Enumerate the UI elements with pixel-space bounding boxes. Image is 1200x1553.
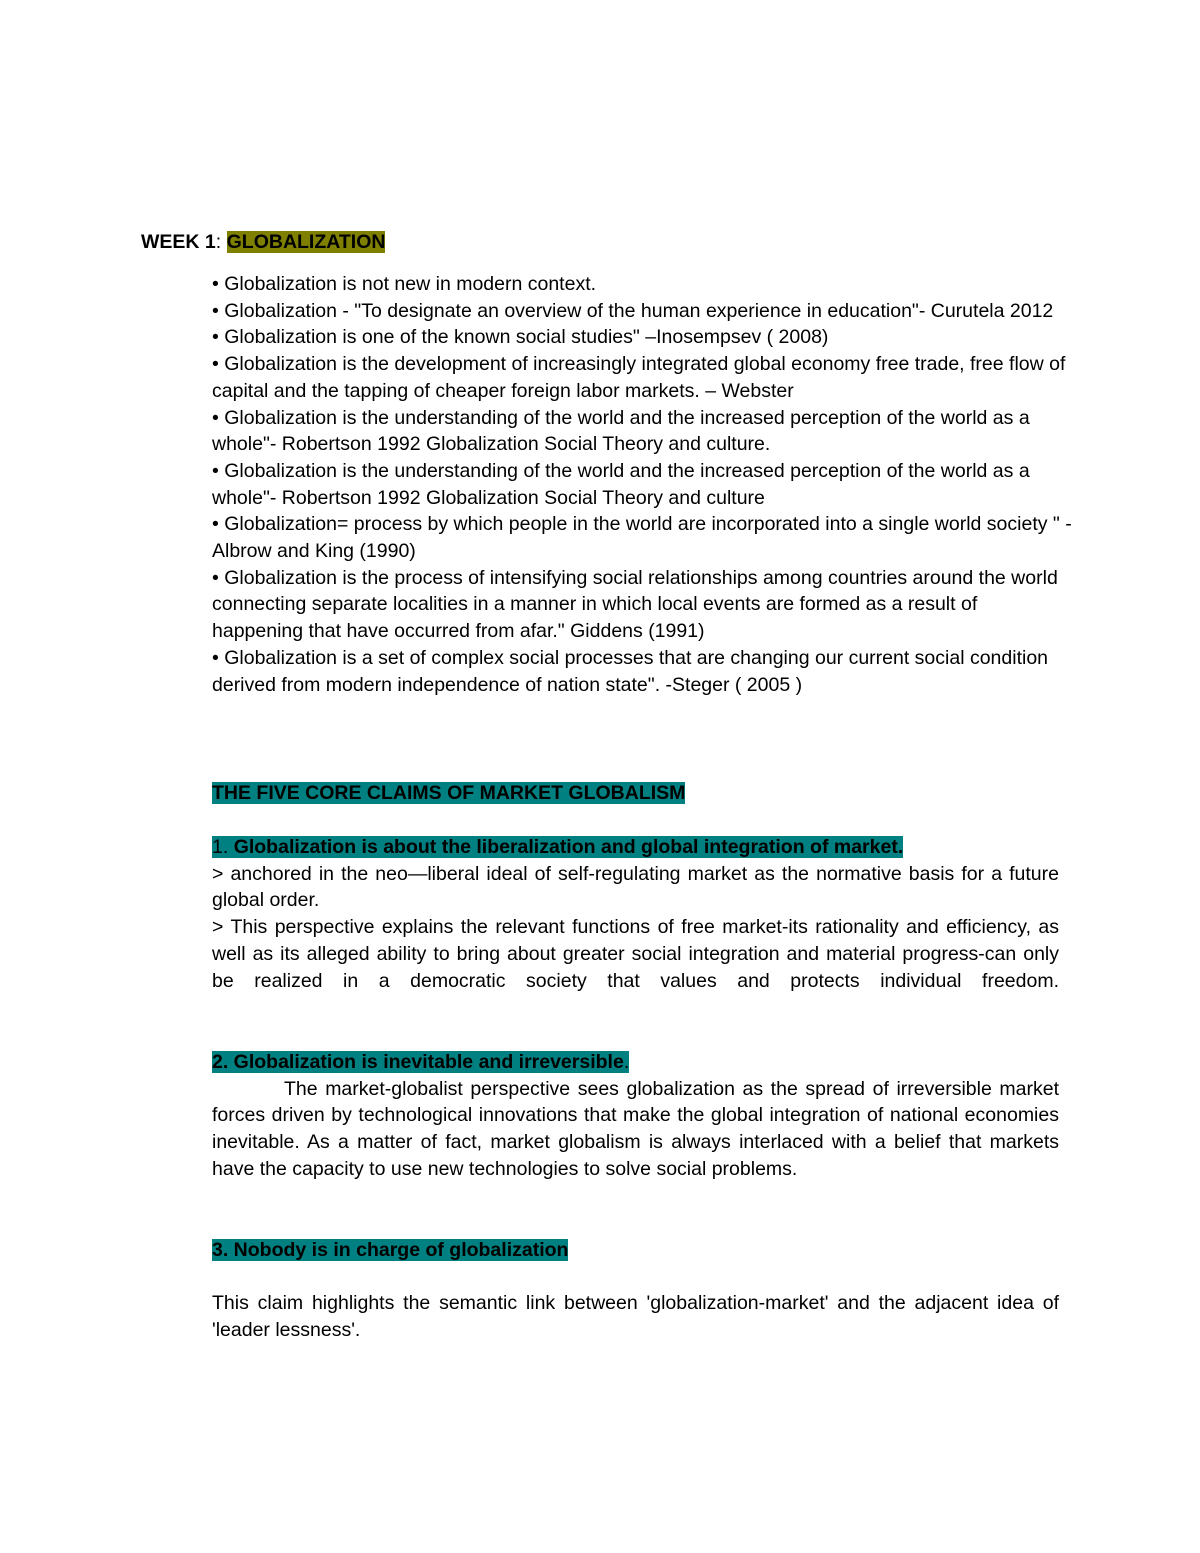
- claim-2-title: 2. Globalization is inevitable and irreversible: [212, 1051, 624, 1073]
- definition-item: • Globalization is the understanding of the world and the increased perception of the world as a whole"- Robertson 1992 Globalization Social Theory and culture: [212, 459, 1030, 509]
- definition-item: • Globalization is the development of increasingly integrated global economy free trade, free flow of capital and the tapping of cheaper foreign labor markets. – Webster: [212, 353, 1066, 402]
- claim-3-body: This claim highlights the semantic link between 'globalization-market' and the adjacent idea of 'leader lessness'.: [212, 1292, 1059, 1342]
- definitions-list: [212, 271, 1072, 698]
- definition-item: • Globalization is not new in modern context.: [212, 273, 597, 295]
- week-heading: [141, 229, 385, 256]
- claim-1-point: > This perspective explains the relevant functions of free market-its rationality and efficiency, as well as its alleged ability to bring about greater social integration and material progress-can only be realized in a democratic society that values and protects individual freedom.: [212, 916, 1059, 992]
- claim-1-title: Globalization is about the liberalization and global integration of market.: [233, 836, 904, 858]
- week-separator: :: [215, 231, 222, 253]
- spacer: [212, 1264, 1059, 1291]
- claims-heading: THE FIVE CORE CLAIMS OF MARKET GLOBALISM: [212, 782, 686, 804]
- claim-3: [212, 1237, 1059, 1344]
- definition-item: • Globalization= process by which people in the world are incorporated into a single world society " - Albrow and King (1990): [212, 513, 1072, 563]
- claim-2: [212, 1049, 1059, 1183]
- definition-item: • Globalization is one of the known social studies" –Inosempsev ( 2008): [212, 326, 829, 349]
- claim-2-trailing: .: [623, 1051, 630, 1073]
- claim-2-heading: [212, 1049, 1059, 1076]
- claim-1-number: 1.: [212, 836, 229, 858]
- week-topic: GLOBALIZATION: [226, 231, 386, 253]
- definition-item: • Globalization is the process of intensifying social relationships among countries around the world connecting separate localities in a manner in which local events are formed as a result of happening that have occurred from afar." Giddens (1991): [212, 566, 1058, 643]
- claim-1-heading: [212, 834, 1059, 861]
- claim-2-body: The market-globalist perspective sees globalization as the spread of irreversible market forces driven by technological innovations that make the global integration of national economies inevitable. As a matter of fact, market globalism is always interlaced with a belief that markets have the capacity to use new technologies to solve social problems.: [212, 1077, 1059, 1180]
- definition-item: • Globalization is the understanding of the world and the increased perception of the world as a whole"- Robertson 1992 Globalization Social Theory and culture.: [212, 406, 1030, 456]
- claims-heading-block: [212, 780, 1059, 807]
- week-label: WEEK 1: [141, 231, 216, 253]
- definition-item: • Globalization - "To designate an overview of the human experience in education"- Curutela 2012: [212, 299, 1054, 322]
- claim-1: [212, 834, 1059, 994]
- claim-1-point: > anchored in the neo—liberal ideal of self-regulating market as the normative basis for a future global order.: [212, 862, 1059, 912]
- definition-item: • Globalization is a set of complex social processes that are changing our current social condition derived from modern independence of nation state". -Steger ( 2005 ): [212, 646, 1049, 696]
- claim-3-title: 3. Nobody is in charge of globalization: [212, 1239, 569, 1261]
- claim-3-heading: [212, 1237, 1059, 1264]
